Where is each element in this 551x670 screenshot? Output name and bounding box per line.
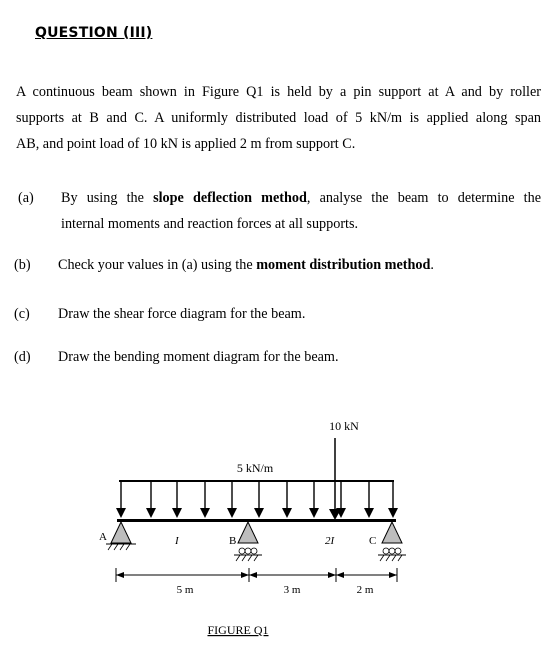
figure-caption: FIGURE Q1 (207, 623, 269, 637)
inertia-ab-label: I (175, 535, 179, 547)
support-b-roller (234, 522, 262, 561)
intro-line-2: supports at B and C. A uniformly distributed load of 5 kN/m is applied along span (16, 110, 541, 126)
support-c-roller (378, 522, 406, 561)
intro-line-3: AB, and point load of 10 kN is applied 2 m from support C. (16, 136, 356, 152)
part-b-text: Check your values in (a) using the moment distribution method. (58, 257, 434, 273)
span-b-load-label: 3 m (283, 584, 301, 596)
udl-arrows (116, 481, 398, 518)
support-a-label: A (99, 531, 107, 543)
beam-figure (0, 400, 551, 650)
question-heading: QUESTION (III) (35, 25, 153, 41)
support-a-pin (106, 522, 136, 550)
dimension-line (116, 568, 397, 582)
span-ab-label: 5 m (176, 584, 194, 596)
point-load-label: 10 kN (329, 419, 359, 433)
inertia-bc-label: 2I (325, 535, 335, 547)
intro-line-1: A continuous beam shown in Figure Q1 is held by a pin support at A and by roller (16, 84, 541, 100)
support-b-label: B (229, 535, 237, 547)
support-c-label: C (369, 535, 377, 547)
part-a-label: (a) (18, 190, 34, 206)
part-a-line-2: internal moments and reaction forces at all supports. (61, 216, 359, 232)
part-d-label: (d) (14, 349, 31, 365)
part-c-text: Draw the shear force diagram for the beam. (58, 306, 306, 322)
udl-label: 5 kN/m (236, 461, 274, 475)
part-d-text: Draw the bending moment diagram for the beam. (58, 349, 339, 365)
part-b-label: (b) (14, 257, 31, 273)
beam (117, 519, 396, 522)
part-a-line-1: By using the slope deflection method, analyse the beam to determine the (61, 190, 541, 206)
part-c-label: (c) (14, 306, 30, 322)
span-load-c-label: 2 m (356, 584, 374, 596)
